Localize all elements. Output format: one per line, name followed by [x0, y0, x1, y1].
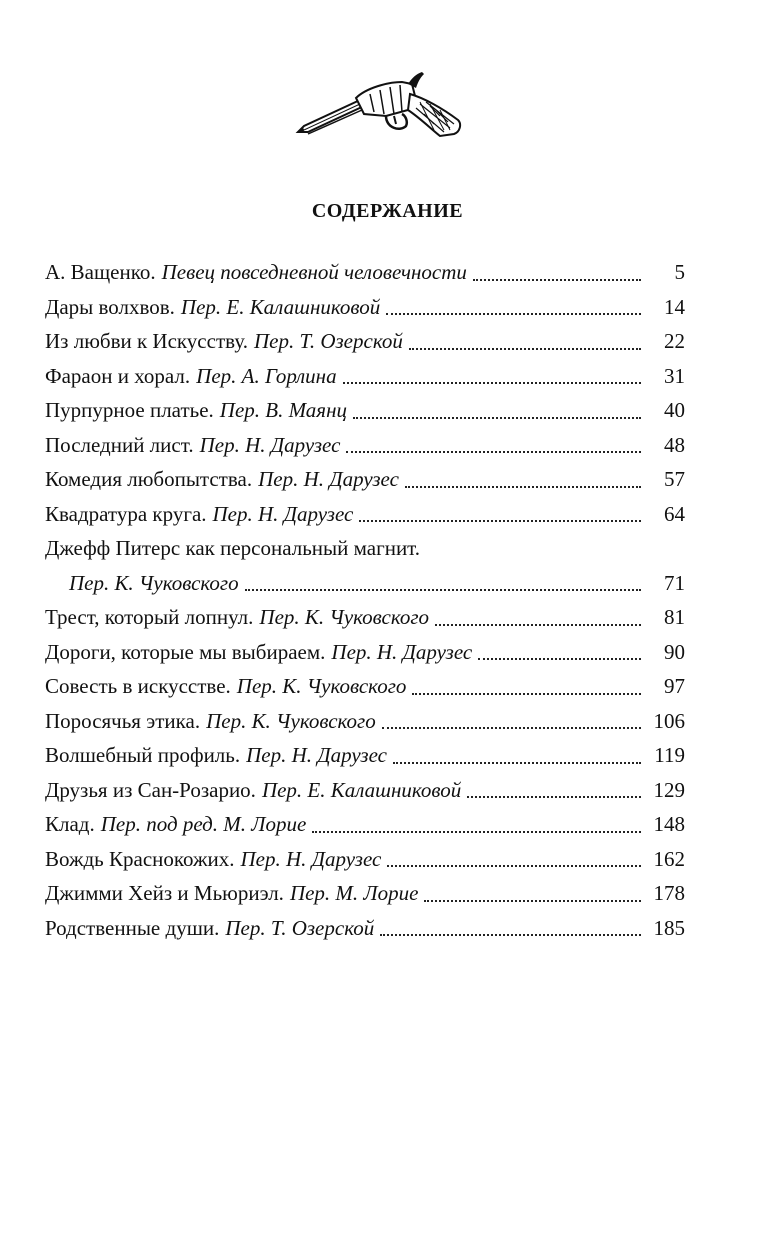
toc-entry[interactable]: [45, 704, 685, 739]
dot-leader: [359, 519, 641, 522]
entry-title: А. Ващенко.: [45, 260, 156, 284]
dot-leader: [473, 278, 641, 281]
entry-translator: Пер. Н. Дарузес: [199, 432, 341, 457]
entry-page: 90: [664, 639, 685, 664]
entry-translator: Пер. К. Чуковского: [236, 674, 407, 698]
toc-entry[interactable]: [45, 876, 685, 911]
entry-page: 5: [674, 260, 685, 284]
entry-title: Из любви к Искусству.: [45, 329, 248, 353]
entry-title: Трест, который лопнул.: [45, 605, 254, 629]
entry-translator: Пер. Н. Дарузес: [212, 501, 354, 526]
entry-title: Квадратура круга.: [45, 501, 207, 526]
entry-page: 81: [664, 605, 685, 629]
revolver-icon: [290, 70, 470, 144]
dot-leader: [387, 864, 641, 867]
dot-leader: [245, 588, 641, 591]
entry-page: 185: [653, 915, 685, 940]
entry-translator: Пер. К. Чуковского: [259, 605, 430, 629]
dot-leader: [312, 830, 641, 833]
toc-entry[interactable]: [45, 911, 685, 946]
dot-leader: [346, 450, 641, 453]
dot-leader: [380, 933, 641, 936]
entry-title: Дороги, которые мы выбираем.: [45, 639, 326, 664]
entry-title: Фараон и хорал.: [45, 363, 191, 388]
dot-leader: [467, 795, 641, 798]
entry-title: Родственные души.: [45, 915, 220, 940]
entry-title: Вождь Краснокожих.: [45, 846, 235, 871]
toc-entry[interactable]: [45, 497, 685, 532]
dot-leader: [435, 623, 641, 626]
entry-page: 31: [664, 363, 685, 388]
entry-translator: Пер. А. Горлина: [196, 363, 337, 388]
dot-leader: [386, 312, 641, 315]
toc-entry[interactable]: [45, 255, 685, 290]
entry-title: Совесть в искусстве.: [45, 674, 231, 698]
entry-translator: Пер. Е. Калашниковой: [261, 777, 462, 802]
entry-translator: Певец повседневной человечности: [161, 260, 467, 284]
toc-entry[interactable]: [45, 393, 685, 428]
entry-page: 22: [664, 329, 685, 353]
entry-page: 162: [653, 846, 685, 871]
entry-page: 48: [664, 432, 685, 457]
contents-heading: СОДЕРЖАНИЕ: [311, 200, 464, 222]
entry-title: Друзья из Сан-Розарио.: [45, 777, 256, 802]
entry-title: Дары волхвов.: [45, 294, 175, 319]
toc-entry[interactable]: [45, 738, 685, 773]
entry-translator: Пер. К. Чуковского: [69, 570, 239, 595]
toc-entry[interactable]: [45, 635, 685, 670]
entry-title: Джимми Хейз и Мьюриэл.: [45, 881, 284, 905]
entry-translator: Пер. Н. Дарузес: [240, 846, 382, 871]
entry-translator: Пер. В. Маянц: [219, 398, 347, 422]
entry-translator: Пер. Н. Дарузес: [331, 639, 473, 664]
entry-page: 97: [664, 674, 685, 698]
dot-leader: [405, 485, 641, 488]
dot-leader: [393, 761, 641, 764]
toc-entry[interactable]: [45, 773, 685, 808]
entry-translator: Пер. К. Чуковского: [206, 708, 376, 733]
entry-page: 14: [664, 294, 685, 319]
entry-page: 148: [653, 812, 685, 836]
dot-leader: [478, 657, 641, 660]
entry-title: Волшебный профиль.: [45, 743, 241, 767]
entry-page: 119: [654, 743, 685, 767]
entry-translator: Пер. Е. Калашниковой: [180, 294, 381, 319]
entry-page: 57: [664, 467, 685, 491]
entry-translator: Пер. под ред. М. Лорие: [100, 812, 307, 836]
entry-translator: Пер. Т. Озерской: [225, 915, 375, 940]
dot-leader: [343, 381, 641, 384]
toc-entry[interactable]: [45, 324, 685, 359]
toc-entry[interactable]: [45, 807, 685, 842]
toc-entry[interactable]: [45, 669, 685, 704]
entry-page: 129: [653, 777, 685, 802]
dot-leader: [409, 347, 641, 350]
entry-translator: Пер. Н. Дарузес: [258, 467, 399, 491]
toc-entry[interactable]: [45, 842, 685, 877]
toc-entry[interactable]: [45, 531, 685, 566]
entry-page: 106: [653, 708, 685, 733]
entry-translator: Пер. М. Лорие: [289, 881, 419, 905]
dot-leader: [412, 692, 641, 695]
dot-leader: [382, 726, 641, 729]
entry-page: 178: [653, 881, 685, 905]
entry-title: Последний лист.: [45, 432, 194, 457]
entry-title: Поросячья этика.: [45, 708, 201, 733]
dot-leader: [353, 416, 641, 419]
entry-title: Джефф Питерс как персональный магнит.: [45, 536, 421, 560]
entry-title: Пурпурное платье.: [45, 398, 214, 422]
toc-entry[interactable]: [45, 359, 685, 394]
toc-entry-continuation[interactable]: [45, 566, 685, 601]
entry-title: Комедия любопытства.: [45, 467, 253, 491]
toc-entry[interactable]: [45, 462, 685, 497]
entry-title: Клад.: [45, 812, 95, 836]
toc-entry[interactable]: [45, 290, 685, 325]
toc-entry[interactable]: [45, 428, 685, 463]
entry-page: 40: [664, 398, 685, 422]
entry-page: 71: [664, 570, 685, 595]
entry-page: 64: [664, 501, 685, 526]
table-of-contents: [45, 255, 685, 945]
dot-leader: [424, 899, 641, 902]
toc-entry[interactable]: [45, 600, 685, 635]
entry-translator: Пер. Н. Дарузес: [246, 743, 387, 767]
entry-translator: Пер. Т. Озерской: [253, 329, 403, 353]
